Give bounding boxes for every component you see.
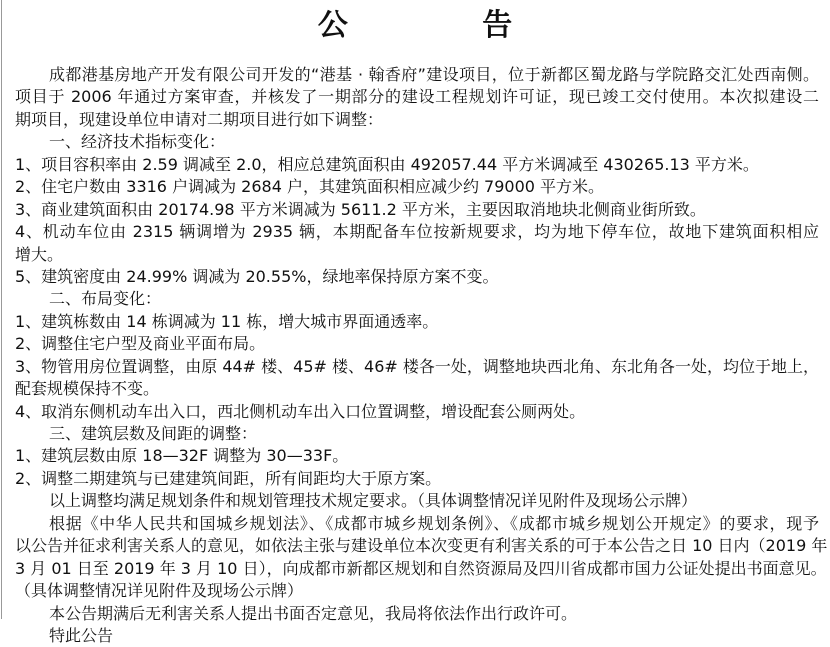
notice-line: 以上调整均满足规划条件和规划管理技术规定要求。（具体调整情况详见附件及现场公示牌） — [49, 491, 698, 511]
notice-line: 4、取消东侧机动车出入口，西北侧机动车出入口位置调整，增设配套公厕两处。 — [15, 401, 586, 421]
notice-line: 三、建筑层数及间距的调整： — [49, 424, 258, 443]
notice-line: 2、住宅户数由 3316 户调减为 2684 户，其建筑面积相应减少约 79000 平方米。 — [15, 177, 605, 197]
notice-line: 3、物管用房位置调整，由原 44# 楼、45# 楼、46# 楼各一处，调整地块西北角、东北角各一处，均位于地上， — [15, 356, 819, 376]
notice-line: 根据《中华人民共和国城乡规划法》、《成都市城乡规划条例》、《成都市城乡规划公开规定》的要求，现予 — [49, 513, 819, 533]
notice-line: 以公告并征求利害关系人的意见，如依法主张与建设单位本次变更有利害关系的可于本公告之日 10 日内（2019 年 — [15, 536, 828, 556]
notice-line: 2、调整二期建筑与已建建筑间距，所有间距均大于原方案。 — [15, 468, 442, 488]
notice-line: 5、建筑密度由 24.99% 调减为 20.55%，绿地率保持原方案不变。 — [15, 266, 499, 286]
notice-line: 2、调整住宅户型及商业平面布局。 — [15, 334, 266, 354]
notice-line: 成都港基房地产开发有限公司开发的“港基 · 翰香府”建设项目，位于新都区蜀龙路与学院路交汇处西南侧。 — [49, 65, 819, 84]
page-left-border — [1, 0, 2, 619]
notice-line: 3 月 01 日至 2019 年 3 月 10 日），向成都市新都区规划和自然资源局及四川省成都市国力公证处提出书面意见。 — [15, 558, 827, 578]
notice-line: 增大。 — [15, 244, 64, 264]
notice-line: 本公告期满后无利害关系人提出书面否定意见，我局将依法作出行政许可。 — [49, 603, 578, 623]
notice-line: 项目于 2006 年通过方案审查，并核发了一期部分的建设工程规划许可证，现已竣工交付使用。本次拟建设二 — [15, 87, 819, 107]
notice-line: （具体调整情况详见附件及现场公示牌） — [15, 581, 304, 601]
notice-line: 1、建筑层数由原 18—32F 调整为 30—33F。 — [15, 446, 349, 466]
notice-line: 特此公告 — [49, 625, 114, 645]
notice-line: 一、经济技术指标变化： — [49, 132, 226, 152]
notice-line: 3、商业建筑面积由 20174.98 平方米调减为 5611.2 平方米，主要因取消地块北侧商业街所致。 — [15, 199, 706, 219]
notice-line: 1、项目容积率由 2.59 调减至 2.0，相应总建筑面积由 492057.44 平方米调减至 430265.13 平方米。 — [15, 154, 759, 174]
notice-line: 1、建筑栋数由 14 栋调减为 11 栋，增大城市界面通透率。 — [15, 311, 439, 331]
notice-line: 二、布局变化： — [49, 289, 162, 309]
notice-body — [15, 64, 828, 647]
notice-title: 公 告 — [317, 8, 575, 43]
notice-line: 期项目，现建设单位申请对二期项目进行如下调整： — [15, 109, 384, 129]
notice-line: 4、机动车位由 2315 辆调增为 2935 辆，本期配备车位按新规要求，均为地下停车位，故地下建筑面积相应 — [15, 222, 819, 242]
notice-line: 配套规模保持不变。 — [15, 379, 160, 399]
